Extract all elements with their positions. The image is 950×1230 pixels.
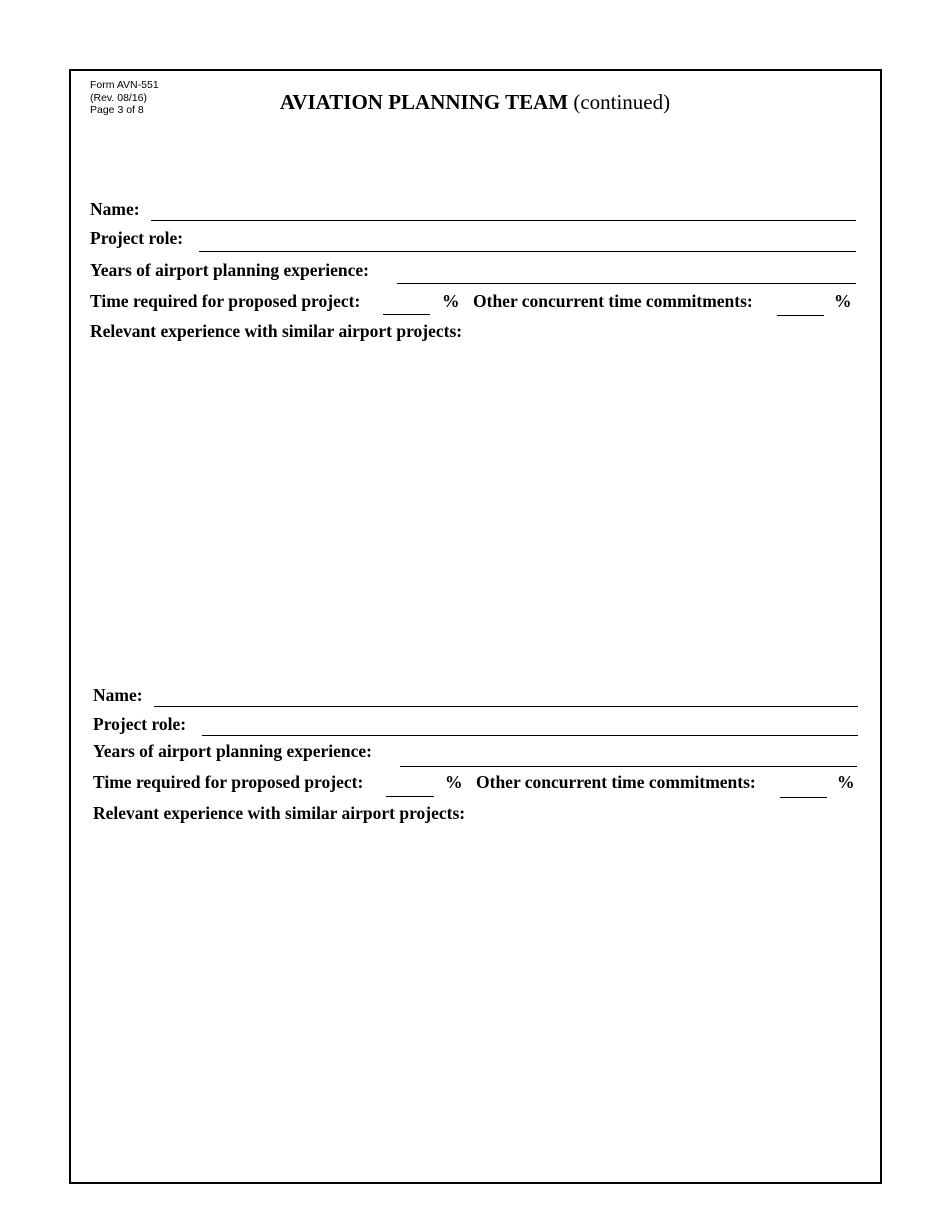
relevant-experience-label: Relevant experience with similar airport projects: <box>90 321 463 341</box>
name-label: Name: <box>90 199 140 219</box>
form-revision: (Rev. 08/16) <box>90 91 147 104</box>
relevant-experience-label: Relevant experience with similar airport projects: <box>93 803 466 823</box>
other-percent-symbol: % <box>837 772 855 792</box>
percent-symbol: % <box>445 772 463 792</box>
title-suffix: (continued) <box>573 90 671 114</box>
years-experience-field[interactable] <box>397 283 856 284</box>
time-required-label: Time required for proposed project: <box>90 291 361 311</box>
other-commitments-label: Other concurrent time commitments: <box>476 772 756 792</box>
time-required-label: Time required for proposed project: <box>93 772 364 792</box>
years-experience-label: Years of airport planning experience: <box>90 260 369 280</box>
form-number: Form AVN-551 <box>90 79 159 91</box>
form-page: Page 3 of 8 <box>90 104 144 116</box>
title-main: AVIATION PLANNING TEAM <box>279 90 569 114</box>
name-field[interactable] <box>154 706 858 707</box>
time-required-field[interactable] <box>386 796 434 797</box>
name-field[interactable] <box>151 220 856 221</box>
project-role-field[interactable] <box>202 735 858 736</box>
name-label: Name: <box>93 685 143 705</box>
project-role-label: Project role: <box>90 228 184 248</box>
project-role-label: Project role: <box>93 714 187 734</box>
other-commitments-field[interactable] <box>777 315 824 316</box>
relevant-experience-area[interactable] <box>93 828 858 1168</box>
project-role-field[interactable] <box>199 251 856 252</box>
time-required-field[interactable] <box>383 314 430 315</box>
other-commitments-field[interactable] <box>780 797 827 798</box>
other-percent-symbol: % <box>834 291 852 311</box>
years-experience-label: Years of airport planning experience: <box>93 741 372 761</box>
page-title <box>0 90 950 115</box>
relevant-experience-area[interactable] <box>90 345 856 675</box>
percent-symbol: % <box>442 291 460 311</box>
years-experience-field[interactable] <box>400 766 857 767</box>
other-commitments-label: Other concurrent time commitments: <box>473 291 753 311</box>
